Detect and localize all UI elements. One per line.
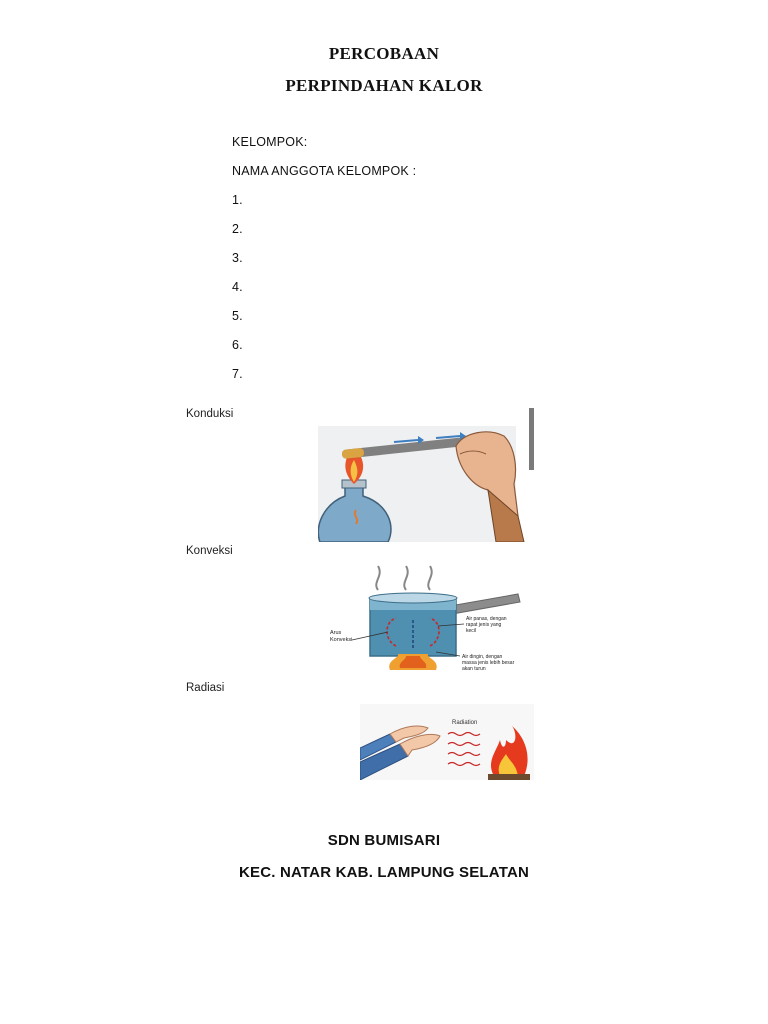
konveksi-annotation-bottom-2: massa jenis lebih besar — [462, 660, 515, 666]
konduksi-label: Konduksi — [186, 408, 234, 420]
member-number-4: 4. — [232, 280, 243, 294]
title-perpindahan-kalor: PERPINDAHAN KALOR — [285, 76, 483, 95]
radiasi-annotation: Radiation — [452, 720, 478, 726]
radiasi-illustration — [360, 704, 534, 780]
radiasi-label: Radiasi — [186, 682, 225, 694]
member-number-2: 2. — [232, 222, 243, 236]
title-percobaan: PERCOBAAN — [328, 44, 440, 63]
member-number-6: 6. — [232, 338, 243, 352]
konveksi-annotation-left-1: Arus — [330, 630, 342, 636]
konveksi-annotation-top-1: Air panas, dengan — [466, 616, 507, 622]
konveksi-annotation-top-3: kecil — [466, 628, 477, 634]
school-name: SDN BUMISARI — [327, 832, 441, 849]
member-number-3: 3. — [232, 251, 243, 265]
konveksi-annotation-bottom-1: Air dingin, dengan — [462, 654, 503, 660]
konveksi-annotation-bottom-3: akan turun — [462, 666, 486, 672]
kelompok-label: KELOMPOK: — [232, 135, 308, 149]
konveksi-annotation-left-2: Konveksi — [330, 637, 353, 643]
konveksi-illustration — [326, 560, 532, 682]
anggota-label: NAMA ANGGOTA KELOMPOK : — [232, 164, 417, 178]
konduksi-illustration — [318, 406, 540, 542]
konveksi-label: Konveksi — [186, 545, 233, 557]
member-number-5: 5. — [232, 309, 243, 323]
member-number-1: 1. — [232, 193, 243, 207]
school-address: KEC. NATAR KAB. LAMPUNG SELATAN — [238, 864, 530, 881]
member-number-7: 7. — [232, 367, 243, 381]
konveksi-annotation-top-2: rapat jenis yang — [466, 622, 502, 628]
